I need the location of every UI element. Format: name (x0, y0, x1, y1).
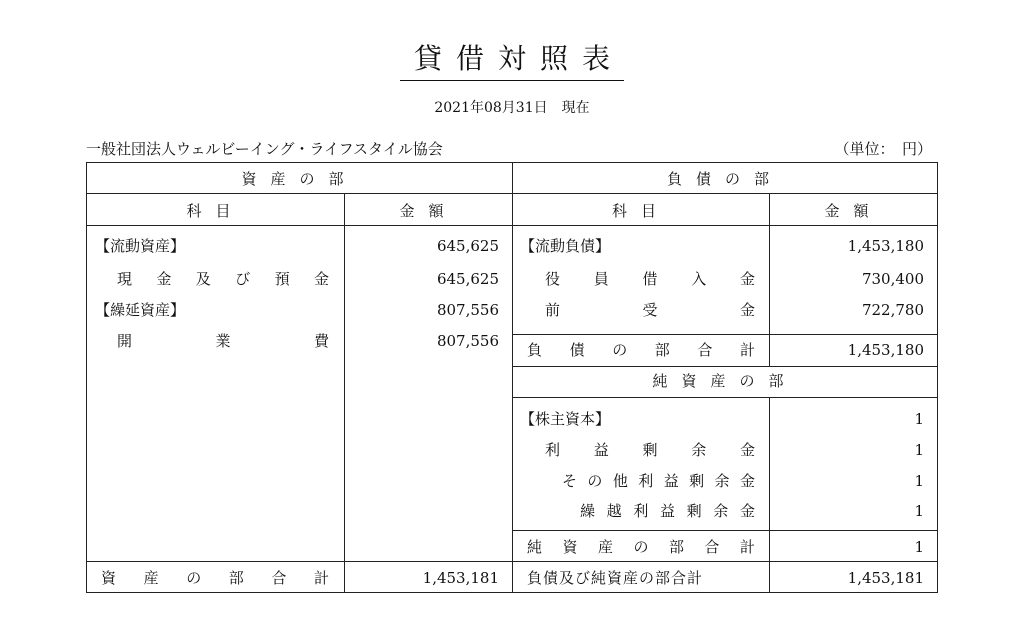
document-title (0, 42, 1024, 81)
rule-net-subtotal-top (513, 530, 937, 531)
label-char: 部 (668, 538, 684, 556)
label-char: 及 (195, 270, 211, 288)
label-char: 部 (654, 341, 670, 359)
title-text: 貸借対照表 (400, 42, 624, 81)
net-row-carried-label (580, 501, 755, 521)
unit-label: （単位： 円） (834, 140, 932, 158)
liabilities-col-amount: 金額 (824, 202, 883, 220)
net-subtotal-label (527, 537, 755, 557)
label-char: 金 (313, 270, 329, 288)
label-char: 剰 (689, 472, 705, 490)
label-char: 前 (545, 301, 561, 319)
net-row-equity-label: 【株主資本】 (520, 410, 611, 428)
net-row-retained-label (545, 440, 755, 460)
liab-row-current-amount: 1,453,180 (847, 237, 924, 255)
label-char: の (633, 538, 649, 556)
liab-row-advance-label (545, 300, 755, 320)
assets-section-header: 資産の部 (241, 170, 358, 188)
label-char: 益 (663, 472, 679, 490)
liab-net-total-label: 負債及び純資産の部合計 (527, 569, 704, 587)
rule-liab-subtotal-top (513, 334, 937, 335)
assets-row-current-label: 【流動資産】 (95, 237, 186, 255)
label-char: 余 (713, 502, 729, 520)
label-char: 余 (691, 441, 707, 459)
label-char: 益 (593, 441, 609, 459)
label-char: 資 (562, 538, 578, 556)
label-char: 負 (527, 341, 543, 359)
label-char: 部 (228, 569, 244, 587)
liab-net-total-amount: 1,453,181 (847, 569, 924, 587)
label-char: 余 (714, 472, 730, 490)
label-char: 借 (642, 270, 658, 288)
label-char: 金 (739, 301, 755, 319)
assets-row-deferred-amount: 807,556 (436, 301, 499, 319)
assets-total-amount: 1,453,181 (422, 569, 499, 587)
label-char: 剰 (642, 441, 658, 459)
label-char: の (587, 472, 603, 490)
label-char: 入 (691, 270, 707, 288)
label-char: 預 (274, 270, 290, 288)
label-char: 益 (659, 502, 675, 520)
net-row-carried-amount: 1 (914, 502, 924, 520)
assets-col-subject: 科目 (186, 202, 245, 220)
label-char: 計 (739, 341, 755, 359)
label-char: 業 (215, 332, 231, 350)
label-char: の (186, 569, 202, 587)
net-row-equity-amount: 1 (914, 410, 924, 428)
label-char: 金 (739, 472, 755, 490)
liab-row-officer-loan-label (545, 269, 755, 289)
label-char: 役 (545, 270, 561, 288)
label-char: 産 (597, 538, 613, 556)
label-char: 資 (101, 569, 117, 587)
rule-net-section-top (513, 366, 937, 367)
label-char: 産 (143, 569, 159, 587)
assets-row-opening-amount: 807,556 (436, 332, 499, 350)
label-char: 現 (117, 270, 133, 288)
net-subtotal-amount: 1 (914, 538, 924, 556)
label-char: 純 (527, 538, 543, 556)
organization-name: 一般社団法人ウェルビーイング・ライフスタイル協会 (86, 140, 443, 158)
label-char: そ (562, 472, 578, 490)
label-char: 他 (612, 472, 628, 490)
rule-net-section-bottom (513, 397, 937, 398)
label-char: 員 (593, 270, 609, 288)
label-char: 金 (739, 441, 755, 459)
label-char: 繰 (580, 502, 596, 520)
net-row-other-retained-amount: 1 (914, 472, 924, 490)
label-char: の (612, 341, 628, 359)
assets-row-opening-label (117, 331, 329, 351)
label-char: 合 (697, 341, 713, 359)
net-assets-section-header: 純資産の部 (652, 372, 798, 390)
label-char: 利 (545, 441, 561, 459)
liab-row-current-label: 【流動負債】 (520, 237, 611, 255)
liab-row-advance-amount: 722,780 (861, 301, 924, 319)
label-char: 金 (739, 502, 755, 520)
assets-row-current-amount: 645,625 (436, 237, 499, 255)
assets-total-label (101, 568, 329, 588)
label-char: 剰 (686, 502, 702, 520)
assets-row-cash-amount: 645,625 (436, 270, 499, 288)
balance-sheet-table (86, 162, 938, 593)
liabilities-section-header: 負債の部 (666, 170, 783, 188)
assets-row-deferred-label: 【繰延資産】 (95, 301, 186, 319)
label-char: 合 (704, 538, 720, 556)
label-char: 利 (638, 472, 654, 490)
liab-subtotal-label (527, 340, 755, 360)
label-char: 計 (313, 569, 329, 587)
label-char: 費 (313, 332, 329, 350)
label-char: 債 (569, 341, 585, 359)
label-char: 利 (633, 502, 649, 520)
label-char: 受 (642, 301, 658, 319)
label-char: 越 (606, 502, 622, 520)
liab-row-officer-loan-amount: 730,400 (861, 270, 924, 288)
report-date: 2021年08月31日 現在 (434, 100, 590, 116)
liab-subtotal-amount: 1,453,180 (847, 341, 924, 359)
label-char: 合 (271, 569, 287, 587)
net-row-other-retained-label (562, 471, 755, 491)
label-char: 開 (117, 332, 133, 350)
label-char: 金 (156, 270, 172, 288)
label-char: 金 (739, 270, 755, 288)
label-char: び (235, 270, 251, 288)
label-char: 計 (739, 538, 755, 556)
assets-row-cash-label (117, 269, 329, 289)
net-row-retained-amount: 1 (914, 441, 924, 459)
liabilities-col-subject: 科目 (611, 202, 670, 220)
assets-col-amount: 金額 (399, 202, 458, 220)
